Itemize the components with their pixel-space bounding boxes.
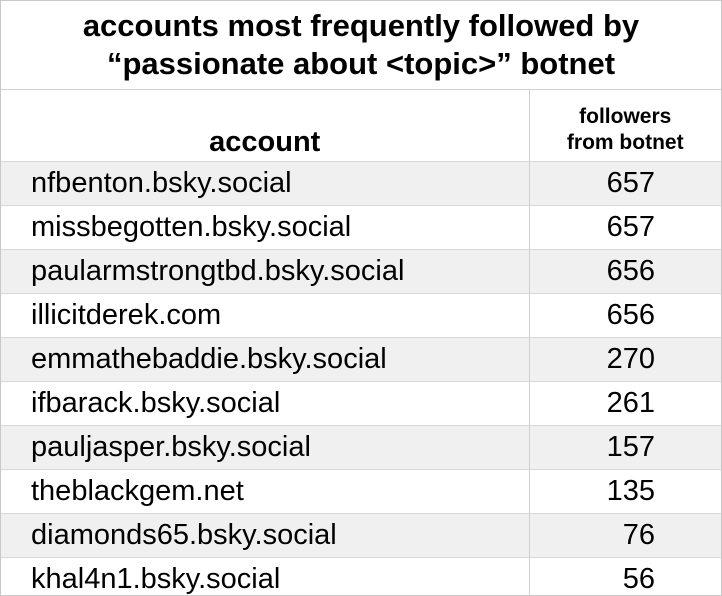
table-row (1, 426, 721, 470)
column-header-followers (529, 90, 721, 162)
account-cell: ifbarack.bsky.social (1, 382, 529, 426)
table-row (1, 382, 721, 426)
table-row (1, 294, 721, 338)
table-row (1, 206, 721, 250)
followers-cell: 657 (529, 206, 721, 250)
table-row (1, 558, 721, 596)
column-header-followers-line-1: followers (579, 105, 672, 128)
followers-cell: 656 (529, 250, 721, 294)
followers-cell: 56 (529, 558, 721, 596)
account-cell: emmathebaddie.bsky.social (1, 338, 529, 382)
followers-cell: 135 (529, 470, 721, 514)
account-cell: missbegotten.bsky.social (1, 206, 529, 250)
accounts-table (1, 90, 721, 596)
table-row (1, 338, 721, 382)
table-body (1, 162, 721, 596)
account-cell: khal4n1.bsky.social (1, 558, 529, 596)
table-row (1, 470, 721, 514)
followers-cell: 656 (529, 294, 721, 338)
table-header-row (1, 90, 721, 162)
account-cell: pauljasper.bsky.social (1, 426, 529, 470)
account-cell: diamonds65.bsky.social (1, 514, 529, 558)
column-header-followers-line-2: from botnet (566, 131, 684, 154)
followers-cell: 657 (529, 162, 721, 206)
followers-cell: 261 (529, 382, 721, 426)
chart-title (1, 1, 721, 90)
account-cell: paularmstrongtbd.bsky.social (1, 250, 529, 294)
account-cell: illicitderek.com (1, 294, 529, 338)
followers-cell: 76 (529, 514, 721, 558)
followers-cell: 270 (529, 338, 721, 382)
table-row (1, 162, 721, 206)
chart-title-line-2: “passionate about <topic>” botnet (106, 46, 616, 81)
account-cell: theblackgem.net (1, 470, 529, 514)
table-row (1, 250, 721, 294)
followers-cell: 157 (529, 426, 721, 470)
account-cell: nfbenton.bsky.social (1, 162, 529, 206)
table-row (1, 514, 721, 558)
chart-title-line-1: accounts most frequently followed by (82, 8, 640, 43)
column-header-account: account (1, 90, 529, 162)
